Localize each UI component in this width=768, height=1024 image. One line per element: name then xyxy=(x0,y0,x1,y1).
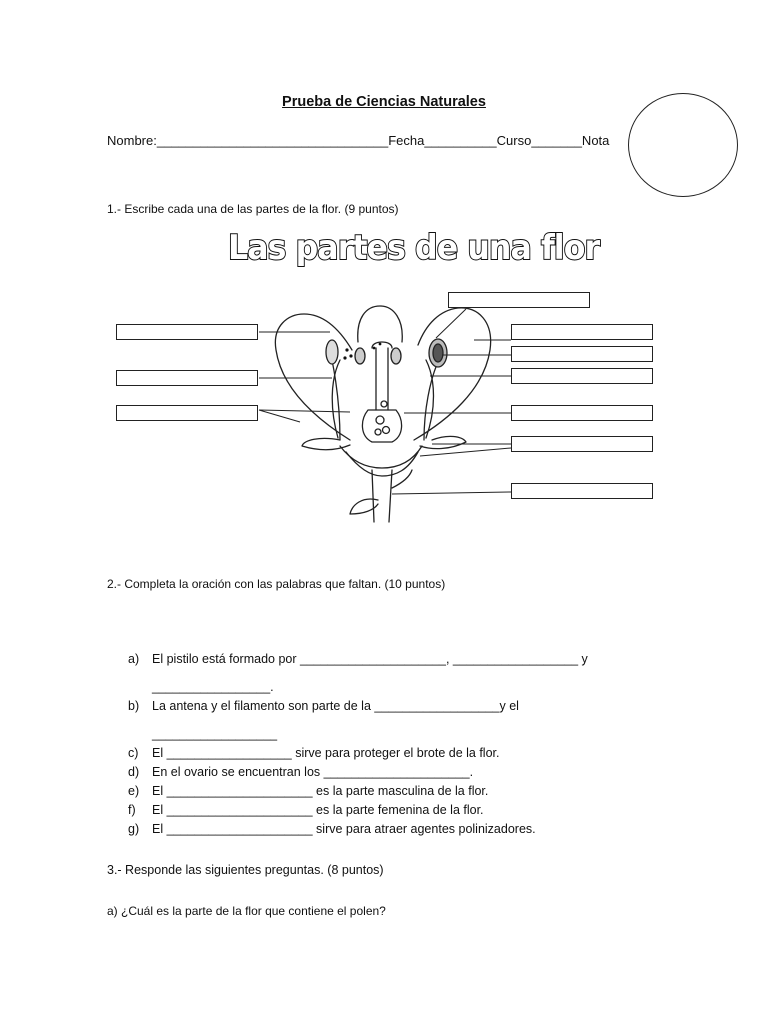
list-item-cont[interactable]: _________________. xyxy=(152,680,274,694)
question-2: 2.- Completa la oración con las palabras que faltan. (10 puntos) xyxy=(107,577,446,591)
answer-box-1[interactable] xyxy=(448,292,590,308)
list-item[interactable]: g) El _____________________ sirve para atraer agentes polinizadores. xyxy=(128,822,536,836)
answer-box-3[interactable] xyxy=(116,370,258,386)
question-3a: a) ¿Cuál es la parte de la flor que contiene el polen? xyxy=(107,904,386,918)
answer-box-5[interactable] xyxy=(511,324,653,340)
list-item[interactable]: f) El _____________________ es la parte femenina de la flor. xyxy=(128,803,484,817)
student-info-line[interactable]: Nombre:________________________________Fecha__________Curso_______Nota xyxy=(107,133,610,148)
answer-box-6[interactable] xyxy=(511,346,653,362)
list-item[interactable]: e) El _____________________ es la parte masculina de la flor. xyxy=(128,784,489,798)
answer-box-2[interactable] xyxy=(116,324,258,340)
list-item[interactable]: b) La antena y el filamento son parte de la __________________y el xyxy=(128,699,519,713)
answer-box-10[interactable] xyxy=(511,483,653,499)
answer-box-9[interactable] xyxy=(511,436,653,452)
question-1: 1.- Escribe cada una de las partes de la flor. (9 puntos) xyxy=(107,202,399,216)
question-3: 3.- Responde las siguientes preguntas. (8 puntos) xyxy=(107,863,384,877)
answer-box-7[interactable] xyxy=(511,368,653,384)
answer-box-4[interactable] xyxy=(116,405,258,421)
list-item-cont[interactable]: __________________ xyxy=(152,727,278,741)
answer-box-8[interactable] xyxy=(511,405,653,421)
list-item[interactable]: c) El __________________ sirve para proteger el brote de la flor. xyxy=(128,746,500,760)
diagram-title: Las partes de una flor xyxy=(228,228,600,268)
list-item[interactable]: a) El pistilo está formado por _____________________, __________________ y xyxy=(128,652,588,666)
list-item[interactable]: d) En el ovario se encuentran los _____________________. xyxy=(128,765,474,779)
page-title: Prueba de Ciencias Naturales xyxy=(282,94,486,110)
